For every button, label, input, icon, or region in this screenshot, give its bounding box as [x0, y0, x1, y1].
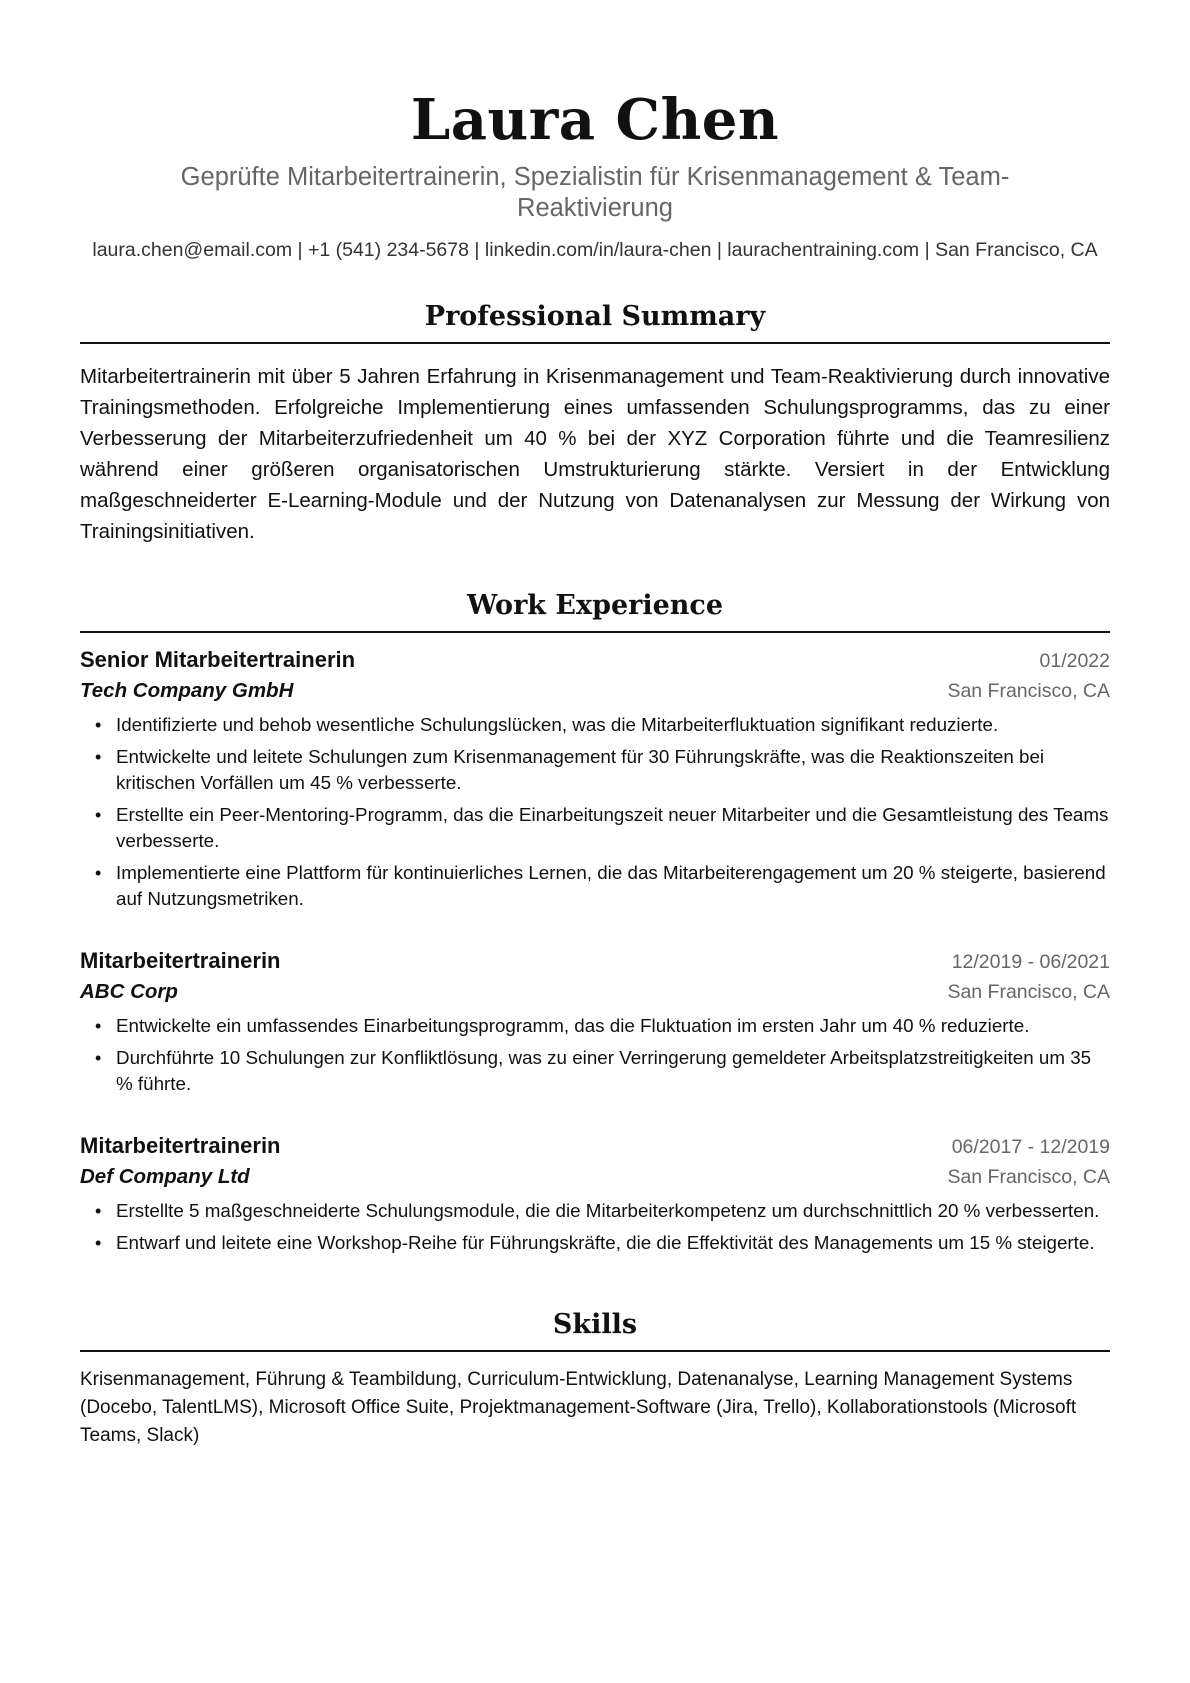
job-bullet	[80, 1045, 1110, 1097]
job-header-row	[80, 645, 1110, 676]
job-bullet	[80, 744, 1110, 796]
job-title: Mitarbeitertrainerin	[80, 948, 281, 973]
bullet-dot-icon: •	[95, 1233, 102, 1253]
job-title: Senior Mitarbeitertrainerin	[80, 647, 356, 672]
job-bullet-list	[80, 1013, 1110, 1097]
job-dates: 01/2022	[1039, 650, 1110, 672]
job-entry	[80, 946, 1110, 1097]
job-company: ABC Corp	[80, 980, 178, 1003]
bullet-dot-icon: •	[95, 1016, 102, 1036]
job-company-row	[80, 977, 1110, 1007]
job-bullet-text: Identifizierte und behob wesentliche Schulungslücken, was die Mitarbeiterfluktuation signifikant reduzierte.	[116, 714, 999, 735]
job-bullet-list	[80, 1198, 1110, 1256]
job-dates: 12/2019 - 06/2021	[951, 951, 1110, 973]
section-divider	[80, 631, 1110, 633]
job-bullet-text: Durchführte 10 Schulungen zur Konfliktlösung, was zu einer Verringerung gemeldeter Arbeitsplatzstreitigkeiten um 35 % führte.	[116, 1047, 1092, 1094]
bullet-dot-icon: •	[95, 863, 102, 883]
job-bullet	[80, 802, 1110, 854]
summary-section	[80, 300, 1110, 547]
job-location: San Francisco, CA	[947, 680, 1110, 702]
job-company: Def Company Ltd	[80, 1165, 250, 1188]
skills-section	[80, 1308, 1110, 1450]
section-title-experience: Work Experience	[466, 590, 724, 621]
job-entry	[80, 1131, 1110, 1256]
job-bullet	[80, 1230, 1110, 1256]
job-bullet-text: Entwickelte und leitete Schulungen zum Krisenmanagement für 30 Führungskräfte, was die Reaktionszeiten bei kritischen Vorfällen um 45 % verbesserte.	[116, 746, 1045, 793]
experience-section	[80, 589, 1110, 1256]
job-bullet	[80, 712, 1110, 738]
job-bullet-text: Entwarf und leitete eine Workshop-Reihe für Führungskräfte, die die Effektivität des Managements um 15 % steigerte.	[116, 1232, 1095, 1253]
job-bullet-text: Erstellte 5 maßgeschneiderte Schulungsmodule, die die Mitarbeiterkompetenz um durchschnittlich 20 % verbesserten.	[116, 1200, 1100, 1221]
job-location: San Francisco, CA	[947, 981, 1110, 1003]
candidate-name: Laura Chen	[410, 87, 780, 153]
job-bullet-text: Implementierte eine Plattform für kontinuierliches Lernen, die das Mitarbeiterengagement um 20 % steigerte, basierend auf Nutzungsmetriken.	[116, 862, 1106, 909]
bullet-dot-icon: •	[95, 1201, 102, 1221]
job-company-row	[80, 1162, 1110, 1192]
job-bullet	[80, 860, 1110, 912]
bullet-dot-icon: •	[95, 1048, 102, 1068]
contact-line: laura.chen@email.com | +1 (541) 234-5678 | linkedin.com/in/laura-chen | laurachentraining.com | San Francisco, CA	[92, 239, 1098, 261]
section-divider	[80, 1350, 1110, 1352]
bullet-dot-icon: •	[95, 715, 102, 735]
skills-text: Krisenmanagement, Führung & Teambildung, Curriculum-Entwicklung, Datenanalyse, Learning Management Systems (Docebo, TalentLMS), Microsoft Office Suite, Projektmanagement-Software (Jira, Trello), Kollaborationstools (Microsoft Teams, Slack)	[80, 1369, 1077, 1446]
candidate-subtitle: Geprüfte Mitarbeitertrainerin, Spezialistin für Krisenmanagement & Team-Reaktivierung	[180, 163, 1010, 222]
summary-text: Mitarbeitertrainerin mit über 5 Jahren Erfahrung in Krisenmanagement und Team-Reaktivierung durch innovative Trainingsmethoden. Erfolgreiche Implementierung eines umfassenden Schulungsprogramms, das zu einer Verbesserung der Mitarbeiterzufriedenheit um 40 % bei der XYZ Corporation führte und die Teamresilienz während einer größeren organisatorischen Umstrukturierung stärkte. Versiert in der Entwicklung maßgeschneiderter E-Learning-Module und der Nutzung von Datenanalysen zur Messung der Wirkung von Trainingsinitiativen.	[80, 365, 1110, 543]
job-bullet	[80, 1198, 1110, 1224]
job-header-row	[80, 1131, 1110, 1162]
job-location: San Francisco, CA	[947, 1166, 1110, 1188]
job-header-row	[80, 946, 1110, 977]
job-entry	[80, 645, 1110, 912]
job-bullet-list	[80, 712, 1110, 912]
job-bullet-text: Entwickelte ein umfassendes Einarbeitungsprogramm, das die Fluktuation im ersten Jahr um 40 % reduzierte.	[116, 1015, 1030, 1036]
bullet-dot-icon: •	[95, 805, 102, 825]
section-divider	[80, 342, 1110, 344]
section-title-summary: Professional Summary	[424, 301, 766, 332]
job-bullet-text: Erstellte ein Peer-Mentoring-Programm, das die Einarbeitungszeit neuer Mitarbeiter und die Gesamtleistung des Teams verbesserte.	[116, 804, 1109, 851]
job-bullet	[80, 1013, 1110, 1039]
job-title: Mitarbeitertrainerin	[80, 1133, 281, 1158]
section-title-skills: Skills	[552, 1309, 638, 1340]
bullet-dot-icon: •	[95, 747, 102, 767]
job-company-row	[80, 676, 1110, 706]
job-company: Tech Company GmbH	[80, 679, 294, 702]
job-dates: 06/2017 - 12/2019	[951, 1136, 1110, 1158]
